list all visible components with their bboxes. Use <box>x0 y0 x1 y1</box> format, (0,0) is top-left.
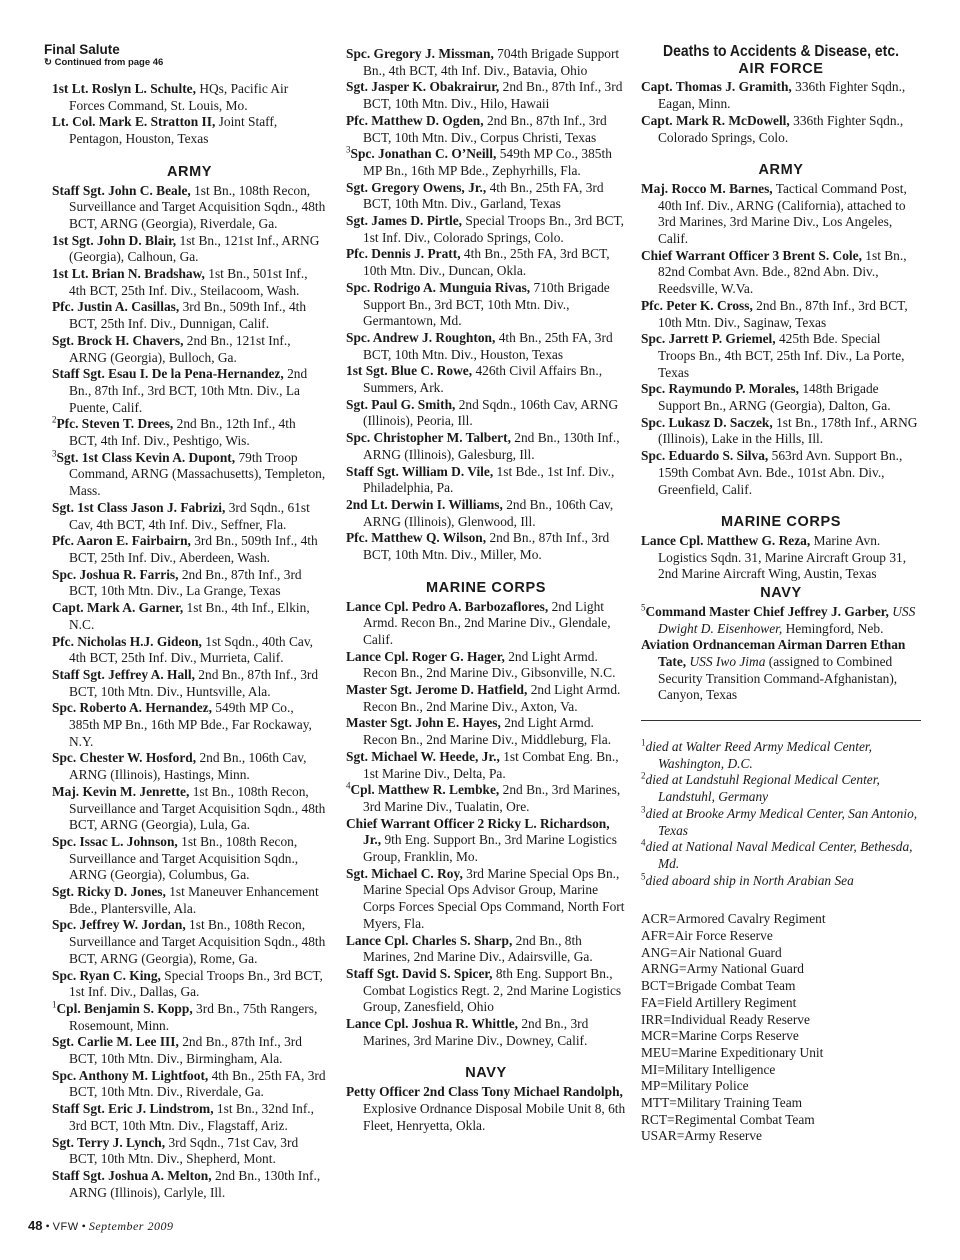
honor-entry <box>641 79 921 112</box>
honor-entry <box>346 749 626 782</box>
section-heading-marine-corps: MARINE CORPS <box>426 579 546 596</box>
honoree-details: 1st Bn., 121st Inf., ARNG (Georgia), Calhoun, Ga. <box>69 232 320 265</box>
honor-entry <box>346 1084 626 1134</box>
continued-note <box>44 57 327 69</box>
honoree-name: Spc. Raymundo P. Morales, <box>641 381 799 397</box>
honoree-details: 1st Bn., 501st Inf., 4th BCT, 25th Inf. Div., Steilacoom, Wash. <box>69 266 308 298</box>
honoree-name: Capt. Thomas J. Gramith, <box>641 79 792 95</box>
honor-entry <box>52 1168 327 1201</box>
honoree-details: 1st Bn., 32nd Inf., 3rd BCT, 10th Mtn. Div., Flagstaff, Ariz. <box>69 1101 315 1133</box>
honoree-details: 4th Bn., 25th FA, 3rd BCT, 10th Mtn. Div., Duncan, Okla. <box>363 246 610 279</box>
honoree-details: 2nd Bn., 87th Inf., 3rd BCT, 10th Mtn. Div., Corpus Christi, Texas <box>363 112 607 145</box>
honoree-details: 3rd Sqdn., 71st Cav, 3rd BCT, 10th Mtn. Div., Shepherd, Mont. <box>69 1134 299 1167</box>
section-title: Final Salute <box>44 42 120 57</box>
honoree-name: Staff Sgt. Esau I. De la Pena-Hernandez, <box>52 366 284 382</box>
honoree-name: Petty Officer 2nd Class Tony Michael Randolph, <box>346 1084 623 1100</box>
honor-entry <box>52 333 327 366</box>
abbreviation-item: IRR=Individual Ready Reserve <box>641 1011 810 1027</box>
abbreviation-item: ACR=Armored Cavalry Regiment <box>641 911 826 927</box>
honoree-details: 1st Maneuver Enhancement Bde., Plantersville, Ala. <box>69 884 319 916</box>
footnote-marker: 1 <box>52 999 57 1010</box>
honoree-details: (assigned to Combined Security Transition Command-Afghanistan), Canyon, Texas <box>658 653 898 703</box>
honoree-name: Capt. Mark R. McDowell, <box>641 112 790 128</box>
honoree-name: Cpl. Benjamin S. Kopp, <box>56 1000 193 1016</box>
honoree-details: 2nd Bn., 106th Cav, ARNG (Illinois), Glenwood, Ill. <box>363 496 614 529</box>
honoree-name: Pfc. Aaron E. Fairbairn, <box>52 533 191 549</box>
honor-entry <box>52 1034 327 1067</box>
honoree-name: Chief Warrant Officer 3 Brent S. Cole, <box>641 247 862 263</box>
honor-entry <box>52 834 327 884</box>
ship-name: USS Dwight D. Eisenhower, <box>658 603 916 636</box>
honoree-details: 8th Eng. Support Bn., Combat Logistics Regt. 2, 2nd Marine Logistics Group, Zanesfield, Ohio <box>363 965 622 1015</box>
honoree-details: 1st Bn., 108th Recon, Surveillance and Target Acquisition Sqdn., 48th BCT, ARNG (Georgia), Rome, Ga. <box>69 917 326 966</box>
honoree-name: Pfc. Matthew Q. Wilson, <box>346 530 487 546</box>
honor-entry <box>346 1016 626 1049</box>
honoree-name: Lance Cpl. Pedro A. Barbozaflores, <box>346 598 549 614</box>
honoree-name: Spc. Gregory J. Missman, <box>346 46 494 61</box>
honor-entry <box>346 46 626 79</box>
honoree-name: Master Sgt. John E. Hayes, <box>346 715 501 731</box>
footnote-text: died at Landstuhl Regional Medical Center, Landstuhl, Germany <box>645 772 880 805</box>
issue-date: September 2009 <box>88 1219 174 1233</box>
honor-entry <box>52 183 327 233</box>
footnote-marker: 3 <box>52 448 57 459</box>
section-heading-air-force: AIR FORCE <box>738 60 824 77</box>
honor-entry <box>52 266 327 299</box>
honoree-name: Pfc. Justin A. Casillas, <box>52 299 180 315</box>
honoree-details: 2nd Bn., 3rd Marines, 3rd Marine Div., Downey, Calif. <box>363 1016 589 1048</box>
footnote-number: 2 <box>641 770 646 781</box>
honoree-name: Sgt. Terry J. Lynch, <box>52 1134 166 1150</box>
honor-entry <box>346 599 626 649</box>
continued-arrow-icon: ↻ <box>44 57 52 68</box>
honoree-details: Special Troops Bn., 3rd BCT, 1st Inf. Div., Dallas, Ga. <box>69 967 323 1000</box>
honoree-name: Capt. Mark A. Garner, <box>52 600 184 616</box>
footnote <box>641 873 921 890</box>
honoree-details: 4th Bn., 25th FA, 3rd BCT, 10th Mtn. Div., Garland, Texas <box>363 179 604 212</box>
honoree-details: 1st Bn., 178th Inf., ARNG (Illinois), Lake in the Hills, Ill. <box>658 414 918 447</box>
honor-entry <box>346 966 626 1016</box>
honoree-name: Master Sgt. Jerome D. Hatfield, <box>346 682 528 698</box>
honoree-name: Spc. Christopher M. Talbert, <box>346 430 511 446</box>
section-heading-navy: NAVY <box>465 1065 507 1082</box>
honor-entry <box>641 604 921 637</box>
honoree-details: 563rd Avn. Support Bn., 159th Combat Avn. Bde., 101st Abn. Div., Greenfield, Calif. <box>658 448 903 497</box>
footnote-text: died aboard ship in North Arabian Sea <box>645 872 854 888</box>
honoree-details: 425th Bde. Special Troops Bn., 4th BCT, 25th Inf. Div., La Porte, Texas <box>658 331 905 380</box>
honoree-name: Sgt. Carlie M. Lee III, <box>52 1034 179 1050</box>
page-number: 48 <box>28 1218 43 1233</box>
honoree-details: 4th Bn., 25th FA, 3rd BCT, 10th Mtn. Div., Riverdale, Ga. <box>69 1067 326 1100</box>
honor-entry <box>346 246 626 279</box>
honor-entry <box>52 667 327 700</box>
column-1 <box>44 42 327 1201</box>
honor-entry <box>346 79 626 112</box>
honoree-name: Spc. Chester W. Hosford, <box>52 750 197 766</box>
honoree-details: 426th Civil Affairs Bn., Summers, Ark. <box>363 363 603 396</box>
honoree-name: Staff Sgt. William D. Vile, <box>346 463 494 479</box>
honor-entry <box>52 917 327 967</box>
column-2 <box>346 46 626 1134</box>
divider <box>641 720 921 721</box>
honor-entry <box>52 884 327 917</box>
honor-entry <box>641 181 921 248</box>
honoree-name: Staff Sgt. David S. Spicer, <box>346 965 493 981</box>
honor-list-army <box>52 183 327 1202</box>
honor-entry <box>346 782 626 815</box>
honor-entry <box>641 331 921 381</box>
honor-entry <box>52 700 327 750</box>
honoree-details: HQs, Pacific Air Forces Command, St. Louis, Mo. <box>69 81 289 113</box>
honor-entry <box>52 600 327 633</box>
honor-entry <box>52 1001 327 1034</box>
honoree-details: Special Troops Bn., 3rd BCT, 1st Inf. Div., Colorado Springs, Colo. <box>363 213 624 245</box>
honoree-name: Sgt. Jasper K. Obakrairur, <box>346 79 500 95</box>
honoree-name: Sgt. Michael W. Heede, Jr., <box>346 748 500 764</box>
honor-list-army-accidents <box>641 181 921 498</box>
honoree-details: 2nd Bn., 87th Inf., 3rd BCT, 10th Mtn. Div., Birmingham, Ala. <box>69 1034 302 1067</box>
honoree-name: Spc. Eduardo S. Silva, <box>641 448 769 464</box>
honor-entry <box>346 213 626 246</box>
honoree-name: Sgt. 1st Class Kevin A. Dupont, <box>56 449 236 465</box>
honor-entry <box>346 180 626 213</box>
honor-entry <box>52 533 327 566</box>
honor-entry <box>346 397 626 430</box>
honoree-details: 3rd Bn., 509th Inf., 4th BCT, 25th Inf. Div., Aberdeen, Wash. <box>69 533 318 565</box>
honoree-name: Staff Sgt. Jeffrey A. Hall, <box>52 666 195 682</box>
honoree-details: 1st Bn., 82nd Combat Avn. Bde., 82nd Abn. Div., Reedsville, W.Va. <box>658 247 907 297</box>
honoree-details: 3rd Marine Special Ops Bn., Marine Special Ops Advisor Group, Marine Corps Forces Special Ops Command, North Fort Myers, Fla. <box>363 865 625 931</box>
honoree-name: Lance Cpl. Matthew G. Reza, <box>641 532 811 548</box>
honor-entry <box>346 649 626 682</box>
honor-entry <box>52 750 327 783</box>
footnote <box>641 839 921 872</box>
honoree-details: 3rd Bn., 75th Rangers, Rosemount, Minn. <box>69 1000 318 1033</box>
footnote-marker: 5 <box>641 602 646 613</box>
honor-list-navy-accidents <box>641 604 921 704</box>
honor-entry <box>52 366 327 416</box>
honor-entry <box>52 299 327 332</box>
honoree-name: Sgt. James D. Pirtle, <box>346 213 463 229</box>
footnote-text: died at National Naval Medical Center, Bethesda, Md. <box>645 839 913 871</box>
honoree-name: Sgt. Brock H. Chavers, <box>52 332 184 348</box>
honor-entry <box>52 784 327 834</box>
honoree-details: 2nd Light Armd. Recon Bn., 2nd Marine Div., Glendale, Calif. <box>363 598 611 647</box>
honoree-name: 1st Lt. Brian N. Bradshaw, <box>52 266 205 282</box>
honor-list-marines <box>346 599 626 1050</box>
honoree-name: Lt. Col. Mark E. Stratton II, <box>52 114 216 130</box>
honoree-details: 2nd Bn., 87th Inf., 3rd BCT, 10th Mtn. Div., Hilo, Hawaii <box>363 79 623 112</box>
abbreviation-item: MEU=Marine Expeditionary Unit <box>641 1044 824 1060</box>
honor-entry <box>52 416 327 449</box>
honoree-name: Spc. Joshua R. Farris, <box>52 566 179 582</box>
honor-entry <box>52 114 327 147</box>
abbreviation-list <box>641 911 921 1145</box>
honoree-details: 1st Bn., 4th Inf., Elkin, N.C. <box>69 600 310 632</box>
honor-list-intro <box>52 81 327 148</box>
honoree-name: Sgt. Gregory Owens, Jr., <box>346 179 487 195</box>
honoree-details: 2nd Sqdn., 106th Cav, ARNG (Illinois), Peoria, Ill. <box>363 396 619 429</box>
honor-entry <box>346 816 626 866</box>
honor-entry <box>346 866 626 933</box>
honoree-details: 2nd Light Armd. Recon Bn., 2nd Marine Div., Gibsonville, N.C. <box>363 648 616 681</box>
honor-entry <box>52 968 327 1001</box>
honoree-name: Chief Warrant Officer 2 Ricky L. Richardson, Jr., <box>346 815 610 848</box>
honoree-name: Spc. Rodrigo A. Munguia Rivas, <box>346 279 531 295</box>
honor-entry <box>641 381 921 414</box>
abbreviation-item: AFR=Air Force Reserve <box>641 928 773 944</box>
honor-entry <box>52 500 327 533</box>
honoree-details: 2nd Bn., 87th Inf., 3rd BCT, 10th Mtn. Div., Saginaw, Texas <box>658 297 908 330</box>
honor-entry <box>52 634 327 667</box>
footnote-marker: 3 <box>346 144 351 155</box>
honoree-details: Joint Staff, Pentagon, Houston, Texas <box>69 114 278 147</box>
honor-entry <box>52 81 327 114</box>
footnote-marker: 2 <box>52 414 57 425</box>
honoree-details: 1st Bde., 1st Inf. Div., Philadelphia, Pa. <box>363 463 615 496</box>
honor-entry <box>52 233 327 266</box>
honoree-name: Spc. Andrew J. Roughton, <box>346 329 496 345</box>
honor-entry <box>641 637 921 704</box>
abbreviation-item: MP=Military Police <box>641 1078 749 1094</box>
honoree-name: 1st Lt. Roslyn L. Schulte, <box>52 81 196 96</box>
honoree-details: 2nd Bn., 130th Inf., ARNG (Illinois), Galesburg, Ill. <box>363 430 620 462</box>
honoree-details: 2nd Bn., 87th Inf., 3rd BCT, 10th Mtn. Div., La Grange, Texas <box>69 566 302 599</box>
honoree-details: Tactical Command Post, 40th Inf. Div., ARNG (California), attached to 3rd Marines, 3rd Marine Div., Los Angeles, Calif. <box>658 180 907 247</box>
honor-entry <box>52 450 327 500</box>
honoree-details: 336th Fighter Sqdn., Colorado Springs, Colo. <box>658 112 904 145</box>
honor-list-air-force <box>641 79 921 146</box>
honoree-name: Maj. Kevin M. Jenrette, <box>52 783 190 799</box>
honoree-details: 1st Bn., 108th Recon, Surveillance and Target Acquisition Sqdn., 48th BCT, ARNG (Georgia), Lula, Ga. <box>69 783 326 833</box>
honoree-details: 336th Fighter Sqdn., Eagan, Minn. <box>658 79 906 112</box>
honoree-details: 2nd Light Armd. Recon Bn., 2nd Marine Div., Middleburg, Fla. <box>363 715 612 748</box>
footnote-number: 5 <box>641 871 646 882</box>
honor-entry <box>641 448 921 498</box>
honoree-details: 2nd Bn., 130th Inf., ARNG (Illinois), Carlyle, Ill. <box>69 1168 321 1200</box>
honoree-name: Pfc. Steven T. Drees, <box>56 416 174 432</box>
honoree-name: Staff Sgt. John C. Beale, <box>52 182 191 198</box>
honoree-details: Explosive Ordnance Disposal Mobile Unit 8, 6th Fleet, Henryetta, Okla. <box>363 1100 626 1133</box>
honoree-details: 710th Brigade Support Bn., 3rd BCT, 10th Mtn. Div., Germantown, Md. <box>363 279 610 329</box>
honoree-name: Sgt. Paul G. Smith, <box>346 396 456 412</box>
honoree-name: Staff Sgt. Joshua A. Melton, <box>52 1168 212 1183</box>
honor-entry <box>641 248 921 298</box>
honor-entry <box>346 682 626 715</box>
honor-entry <box>641 415 921 448</box>
honor-entry <box>641 298 921 331</box>
honoree-details: 79th Troop Command, ARNG (Massachusetts), Templeton, Mass. <box>69 449 326 499</box>
footnote <box>641 806 921 839</box>
honoree-details: 2nd Bn., 12th Inf., 4th BCT, 4th Inf. Div., Peshtigo, Wis. <box>69 416 296 449</box>
footnote <box>641 772 921 805</box>
section-heading-marine-corps-2: MARINE CORPS <box>721 514 841 531</box>
honoree-name: Spc. Jeffrey W. Jordan, <box>52 917 186 933</box>
honoree-details: 3rd Sqdn., 61st Cav, 4th BCT, 4th Inf. Div., Seffner, Fla. <box>69 499 310 532</box>
abbreviation-item: ARNG=Army National Guard <box>641 961 805 977</box>
honor-entry <box>641 113 921 146</box>
honor-entry <box>52 1101 327 1134</box>
abbreviation-item: MTT=Military Training Team <box>641 1095 803 1111</box>
honoree-details: 549th MP Co., 385th MP Bn., 16th MP Bde., Far Rockaway, N.Y. <box>69 700 312 749</box>
honoree-details: 1st Combat Eng. Bn., 1st Marine Div., Delta, Pa. <box>363 748 619 781</box>
honoree-details: 2nd Bn., 87th Inf., 3rd BCT, 10th Mtn. Div., Huntsville, Ala. <box>69 666 319 699</box>
honoree-name: Lance Cpl. Joshua R. Whittle, <box>346 1016 518 1032</box>
footnote-text: died at Brooke Army Medical Center, San Antonio, Texas <box>645 805 918 838</box>
abbreviation-item: BCT=Brigade Combat Team <box>641 978 796 994</box>
honoree-details: 9th Eng. Support Bn., 3rd Marine Logistics Group, Franklin, Mo. <box>363 832 617 865</box>
footnote-text: died at Walter Reed Army Medical Center, Washington, D.C. <box>645 739 872 771</box>
honoree-name: Lance Cpl. Roger G. Hager, <box>346 648 505 664</box>
honor-entry <box>641 533 921 583</box>
honoree-name: 2nd Lt. Derwin I. Williams, <box>346 496 503 512</box>
honor-list-marines-accidents <box>641 533 921 583</box>
honor-list-army-continued <box>346 46 626 564</box>
honor-entry <box>346 146 626 179</box>
honoree-name: Pfc. Nicholas H.J. Gideon, <box>52 633 202 649</box>
honoree-name: Staff Sgt. Eric J. Lindstrom, <box>52 1101 214 1117</box>
honoree-name: Spc. Roberto A. Hernandez, <box>52 700 212 716</box>
honoree-details: 4th Bn., 25th FA, 3rd BCT, 10th Mtn. Div., Houston, Texas <box>363 329 613 362</box>
honor-entry <box>346 280 626 330</box>
honoree-name: Maj. Rocco M. Barnes, <box>641 180 773 196</box>
footnote <box>641 739 921 772</box>
honoree-name: Spc. Lukasz D. Saczek, <box>641 414 773 430</box>
abbreviation-item: ANG=Air National Guard <box>641 944 782 960</box>
honor-entry <box>346 464 626 497</box>
honor-entry <box>346 330 626 363</box>
footnote-number: 3 <box>641 804 646 815</box>
honor-entry <box>346 363 626 396</box>
honoree-details: 2nd Bn., 87th Inf., 3rd BCT, 10th Mtn. Div., La Puente, Calif. <box>69 366 308 415</box>
honoree-details: 148th Brigade Support Bn., ARNG (Georgia), Dalton, Ga. <box>658 381 891 414</box>
honoree-details: 1st Bn., 108th Recon, Surveillance and Target Acquisition Sqdn., 48th BCT, ARNG (Georgia), Riverdale, Ga. <box>69 182 326 231</box>
honor-entry <box>52 1068 327 1101</box>
abbreviation-item: FA=Field Artillery Regiment <box>641 994 797 1010</box>
honoree-name: Spc. Issac L. Johnson, <box>52 833 178 849</box>
deaths-accidents-heading: Deaths to Accidents & Disease, etc. <box>663 43 899 60</box>
honoree-details: 2nd Bn., 3rd Marines, 3rd Marine Div., Tualatin, Ore. <box>363 782 621 814</box>
honor-entry <box>346 430 626 463</box>
honoree-details: 2nd Bn., 121st Inf., ARNG (Georgia), Bulloch, Ga. <box>69 332 291 365</box>
honoree-name: 1st Sgt. Blue C. Rowe, <box>346 363 473 379</box>
honoree-details: 1st Sqdn., 40th Cav, 4th BCT, 25th Inf. Div., Murrieta, Calif. <box>69 633 314 666</box>
abbreviation-item: MCR=Marine Corps Reserve <box>641 1028 799 1044</box>
honoree-name: Spc. Anthony M. Lightfoot, <box>52 1067 209 1083</box>
honoree-name: Pfc. Dennis J. Pratt, <box>346 246 461 262</box>
footnote-number: 4 <box>641 837 646 848</box>
honoree-name: Sgt. Ricky D. Jones, <box>52 884 166 900</box>
honor-entry <box>346 530 626 563</box>
honoree-name: Lance Cpl. Charles S. Sharp, <box>346 932 513 948</box>
honor-entry <box>52 1135 327 1168</box>
magazine-name: VFW <box>52 1221 79 1233</box>
honoree-name: Pfc. Peter K. Cross, <box>641 297 753 313</box>
abbreviation-item: RCT=Regimental Combat Team <box>641 1111 815 1127</box>
honoree-name: Spc. Ryan C. King, <box>52 967 161 983</box>
honoree-name: Pfc. Matthew D. Ogden, <box>346 112 484 128</box>
continued-label: Continued from page 46 <box>54 57 164 68</box>
footnote-marker: 4 <box>346 780 351 791</box>
honoree-name: Command Master Chief Jeffrey J. Garber, <box>645 603 889 619</box>
honoree-details: 2nd Bn., 8th Marines, 2nd Marine Div., Adairsville, Ga. <box>363 932 593 965</box>
honoree-details: 2nd Bn., 106th Cav, ARNG (Illinois), Hastings, Minn. <box>69 750 307 783</box>
footnote-number: 1 <box>641 737 646 748</box>
honor-entry <box>346 933 626 966</box>
honoree-details: 1st Bn., 108th Recon, Surveillance and Target Acquisition Sqdn., ARNG (Georgia), Columbus, Ga. <box>69 833 299 883</box>
honor-list-navy <box>346 1084 626 1134</box>
honoree-details: 3rd Bn., 509th Inf., 4th BCT, 25th Inf. Div., Dunnigan, Calif. <box>69 299 307 332</box>
honoree-details: 704th Brigade Support Bn., 4th BCT, 4th Inf. Div., Batavia, Ohio <box>363 46 620 78</box>
honoree-details: 2nd Bn., 87th Inf., 3rd BCT, 10th Mtn. Div., Miller, Mo. <box>363 530 610 563</box>
honor-entry <box>52 567 327 600</box>
honor-entry <box>346 497 626 530</box>
honoree-name: Spc. Jarrett P. Griemel, <box>641 331 776 347</box>
page-footer: 48 • VFW • September 2009 <box>28 1218 174 1233</box>
honoree-name: Cpl. Matthew R. Lembke, <box>350 782 500 798</box>
section-heading-army: ARMY <box>166 163 213 180</box>
abbreviation-item: USAR=Army Reserve <box>641 1128 762 1144</box>
honoree-name: Aviation Ordnanceman Airman Darren Ethan Tate, <box>641 637 906 669</box>
section-heading-army-2: ARMY <box>758 162 804 179</box>
ship-name: USS Iwo Jima <box>689 653 766 669</box>
honoree-name: Sgt. Michael C. Roy, <box>346 865 463 881</box>
honor-entry <box>346 715 626 748</box>
honoree-details: 2nd Light Armd. Recon Bn., 2nd Marine Div., Axton, Va. <box>363 682 621 714</box>
honoree-details: Hemingford, Neb. <box>785 620 884 636</box>
section-heading-navy-2: NAVY <box>760 585 802 602</box>
column-3 <box>641 42 921 1145</box>
abbreviation-item: MI=Military Intelligence <box>641 1061 776 1077</box>
honoree-name: Sgt. 1st Class Jason J. Fabrizi, <box>52 499 226 515</box>
footnotes <box>641 739 921 889</box>
honoree-details: 549th MP Co., 385th MP Bn., 16th MP Bde., Zephyrhills, Fla. <box>363 146 612 178</box>
honoree-name: Spc. Jonathan C. O’Neill, <box>350 146 497 162</box>
honoree-name: 1st Sgt. John D. Blair, <box>52 232 177 248</box>
honoree-details: Marine Avn. Logistics Sqdn. 31, Marine Aircraft Group 31, 2nd Marine Aircraft Wing, Austin, Texas <box>658 532 907 582</box>
honor-entry <box>346 113 626 146</box>
